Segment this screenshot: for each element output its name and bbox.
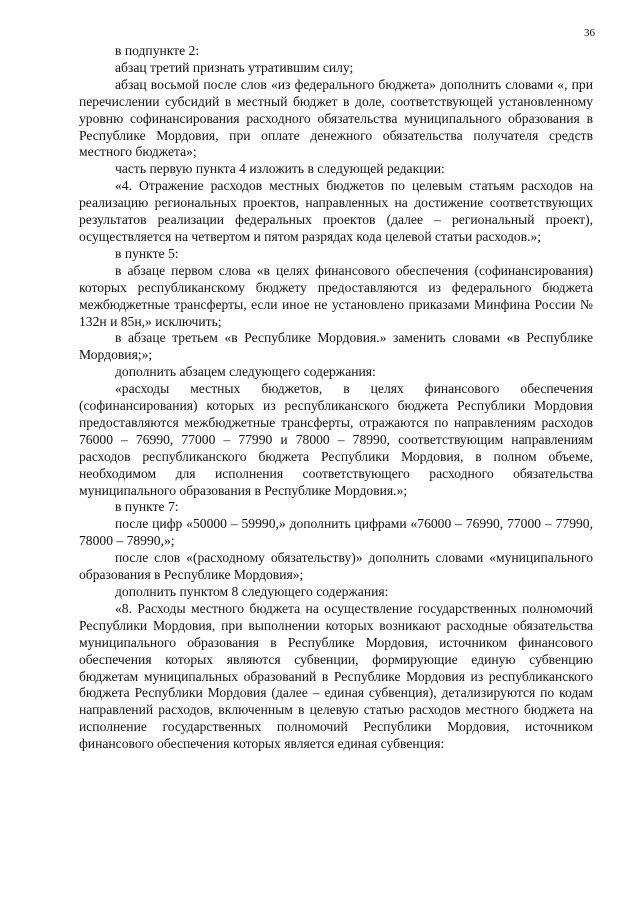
paragraph-add-point-8: дополнить пунктом 8 следующего содержания: xyxy=(115,584,389,599)
paragraph-third-abzac: абзац третий признать утратившим силу; xyxy=(115,59,354,75)
paragraph-local-budget-expenses: «расходы местных бюджетов, в целях финансового обеспечения (софинансирования) которых из республиканского бюджета Республики Мордовия предоставляются межбюджетные трансферты, отражаются по направлениям расходов 76000 – 76990, 77000 – 77990 и 78000 – 78990, соответствующим направлениям расходов республиканского бюджета Республики Мордовия, в полном объеме, необходимом для исполнения соответствующего расходного обязательства муниципального образования в Республике Мордовия.»; xyxy=(79,381,593,498)
paragraph-point-7: в пункте 7: xyxy=(115,499,179,515)
paragraph-point-8-text: «8. Расходы местного бюджета на осуществление государственных полномочий Республики Мордовия, при выполнении которых возникают расходные обязательства муниципального образования в Республике Мордовия, источником финансового обеспечения которых являются субвенции, формирующие единую субвенцию бюджетам муниципальных образований в Республике Мордовия из республиканского бюджета Республики Мордовия (далее – единая субвенция), детализируются по кодам направлений расходов, включенным в целевую статью расходов местного бюджета на исполнение государственных полномочий Республики Мордовия, источником финансового обеспечения которых является единая субвенция: xyxy=(79,600,593,752)
paragraph-add-abzac: дополнить абзацем следующего содержания: xyxy=(115,364,376,380)
paragraph-point-4-intro: часть первую пункта 4 изложить в следующей редакции: xyxy=(115,161,445,177)
paragraph-point-5: в пункте 5: xyxy=(115,245,179,261)
page-number: 36 xyxy=(584,27,595,39)
paragraph-point-5-third-abzac: в абзаце третьем «в Республике Мордовия.» заменить словами «в Республике Мордовия;»; xyxy=(79,330,593,363)
paragraph-after-digits: после цифр «50000 – 59990,» дополнить цифрами «76000 – 76990, 77000 – 77990, 78000 – 78990,»; xyxy=(79,516,593,549)
paragraph-subpoint-2: в подпункте 2: xyxy=(115,43,200,58)
document-body xyxy=(79,43,593,753)
paragraph-point-5-first-abzac: в абзаце первом слова «в целях финансового обеспечения (софинансирования) которых республиканскому бюджету предоставляются из федерального бюджета межбюджетные трансферты, если иное не установлено приказами Минфина России № 132н и 85н,» исключить; xyxy=(79,262,593,329)
paragraph-eighth-abzac: абзац восьмой после слов «из федерального бюджета» дополнить словами «, при перечислении субсидий в местный бюджет в доле, соответствующей установленному уровню софинансирования расходного обязательства муниципального образования в Республике Мордовия, при оплате денежного обязательства получателя средств местного бюджета»; xyxy=(79,76,593,160)
paragraph-after-words: после слов «(расходному обязательству)» дополнить словами «муниципального образования в Республике Мордовия»; xyxy=(79,550,593,583)
paragraph-point-4-text: «4. Отражение расходов местных бюджетов по целевым статьям расходов на реализацию региональных проектов, направленных на достижение соответствующих результатов реализации федеральных проектов (далее – региональный проект), осуществляется на четвертом и пятом разрядах кода целевой статьи расходов.»; xyxy=(79,178,593,244)
